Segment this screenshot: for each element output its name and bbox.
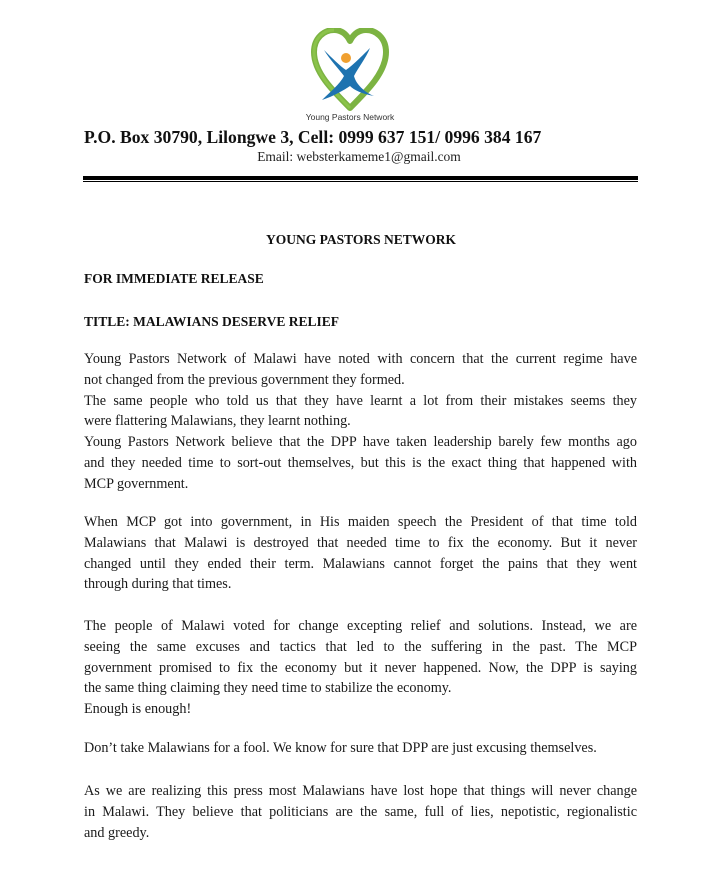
organization-heading	[0, 232, 702, 248]
paragraph-line: government promised to fix the economy but it never happened. Now, the DPP is saying	[84, 659, 637, 676]
release-title: TITLE: MALAWIANS DESERVE RELIEF	[84, 314, 339, 329]
heart-with-person-icon	[310, 28, 390, 112]
paragraph-line: changed until they ended their term. Malawians cannot forget the pains that they went	[84, 555, 637, 572]
paragraph-line: and they needed time to sort-out themselves, but this is the exact thing that happened with	[84, 454, 637, 471]
paragraph-3	[84, 616, 637, 720]
header-divider-thin	[83, 181, 638, 182]
paragraph-4	[84, 738, 637, 759]
paragraph-2	[84, 512, 637, 595]
postal-address: P.O. Box 30790, Lilongwe 3, Cell: 0999 637 151/ 0996 384 167	[84, 127, 542, 147]
paragraph-line: Enough is enough!	[84, 701, 192, 718]
organization-logo	[300, 28, 400, 124]
paragraph-line: seeing the same excuses and tactics that led to the suffering in the past. The MCP	[84, 638, 637, 655]
paragraph-line: through during that times.	[84, 576, 232, 593]
paragraph-line: Young Pastors Network of Malawi have noted with concern that the current regime have	[84, 351, 637, 367]
paragraph-5	[84, 781, 637, 843]
paragraph-line: The people of Malawi voted for change excepting relief and solutions. Instead, we are	[84, 618, 637, 634]
email-address	[0, 149, 702, 165]
paragraph-line: The same people who told us that they have learnt a lot from their mistakes seems they	[84, 392, 637, 409]
logo-caption: Young Pastors Network	[305, 112, 395, 122]
paragraph-line: As we are realizing this press most Malawians have lost hope that things will never change	[84, 783, 637, 799]
paragraph-line: Don’t take Malawians for a fool. We know for sure that DPP are just excusing themselves.	[84, 740, 597, 756]
paragraph-line: When MCP got into government, in His maiden speech the President of that time told	[84, 514, 637, 530]
paragraph-line: were flattering Malawians, they learnt nothing.	[84, 413, 351, 430]
paragraph-line: the same thing claiming they need time to stabilize the economy.	[84, 680, 452, 697]
email-text: Email: websterkameme1@gmail.com	[257, 149, 461, 164]
paragraph-line: Malawians that Malawi is destroyed that needed time to fix the economy. But it never	[84, 534, 637, 551]
organization-heading-text: YOUNG PASTORS NETWORK	[265, 232, 457, 247]
release-label: FOR IMMEDIATE RELEASE	[84, 271, 264, 286]
header-divider-thick	[83, 176, 638, 180]
paragraph-line: Young Pastors Network believe that the DPP have taken leadership barely few months ago	[84, 434, 637, 451]
paragraph-1	[84, 349, 637, 495]
paragraph-line: not changed from the previous government they formed.	[84, 371, 405, 388]
paragraph-line: in Malawi. They believe that politicians are the same, full of lies, nepotistic, regionalistic	[84, 803, 637, 820]
paragraph-line: MCP government.	[84, 475, 189, 492]
paragraph-line: and greedy.	[84, 824, 150, 841]
